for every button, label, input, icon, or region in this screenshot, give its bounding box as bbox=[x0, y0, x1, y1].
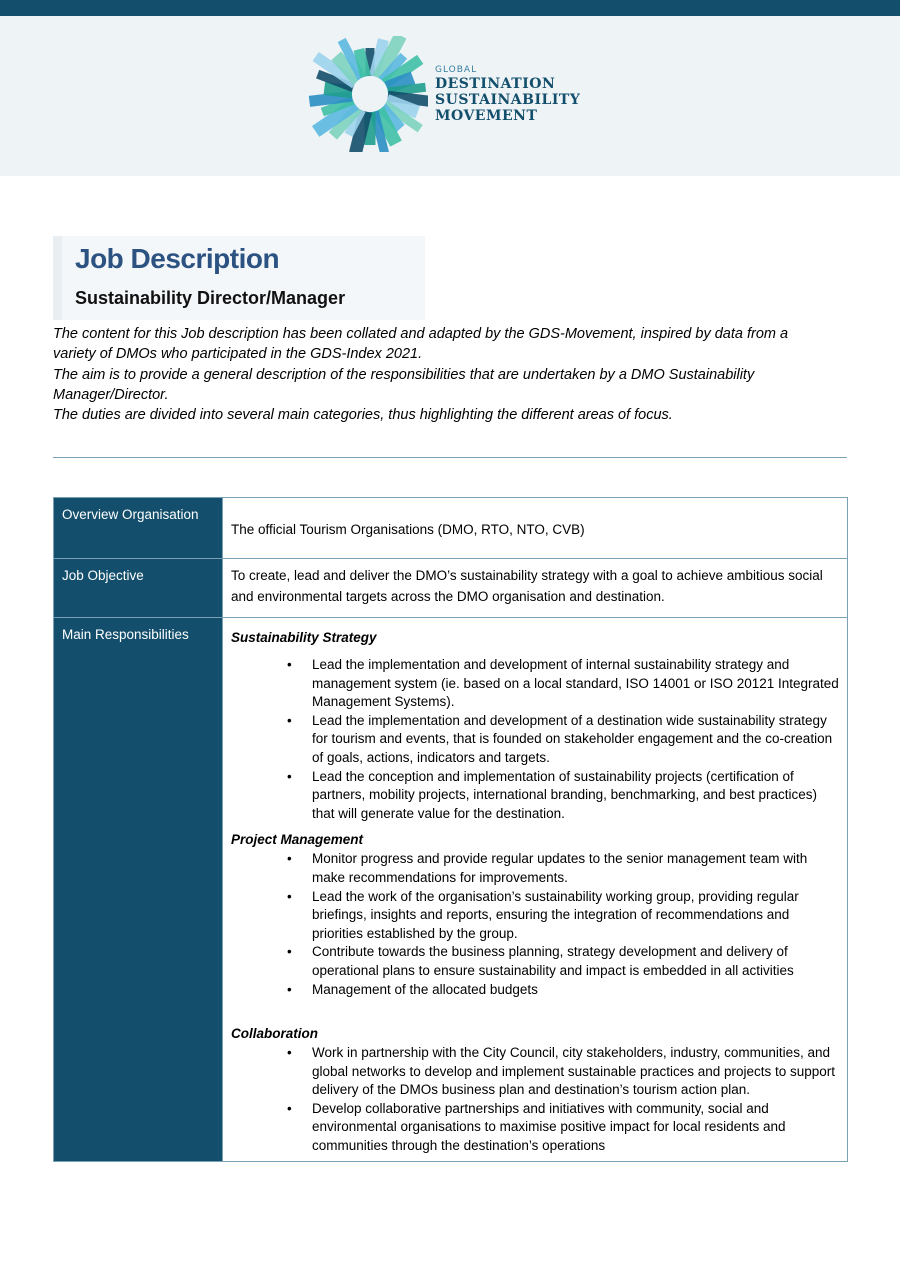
sunburst-logo-icon bbox=[308, 36, 428, 152]
intro-paragraph-3: The duties are divided into several main categories, thus highlighting the different areas of focus. bbox=[53, 407, 673, 424]
logo bbox=[308, 36, 588, 152]
table-row-objective bbox=[54, 559, 848, 618]
job-description-table bbox=[53, 497, 848, 1162]
collaboration-list bbox=[231, 1044, 839, 1156]
intro-text bbox=[53, 324, 793, 425]
section-title-project-management: Project Management bbox=[231, 832, 364, 848]
list-item: • Management of the allocated budgets bbox=[312, 981, 839, 1000]
table-row-responsibilities bbox=[54, 618, 848, 1162]
logo-center bbox=[353, 77, 387, 111]
list-item: • Develop collaborative partnerships and initiatives with community, social and environmental organisations to maximise positive impact for local residents and communities through the destination’s operations bbox=[312, 1100, 839, 1156]
project-management-list bbox=[231, 850, 839, 999]
responsibilities-label: Main Responsibilities bbox=[54, 618, 223, 1162]
overview-label: Overview Organisation bbox=[54, 498, 223, 559]
intro-paragraph-2: The aim is to provide a general description of the responsibilities that are undertaken by a DMO Sustainability Manager/Director. bbox=[53, 366, 755, 403]
objective-label: Job Objective bbox=[54, 559, 223, 618]
intro-paragraph-1: The content for this Job description has been collated and adapted by the GDS-Movement, inspired by data from a variety of DMOs who participated in the GDS-Index 2021. bbox=[53, 326, 789, 363]
page-title: Job Description bbox=[75, 243, 280, 274]
list-item: • Lead the implementation and development of internal sustainability strategy and management system (ie. based on a local standard, ISO 14001 or ISO 20121 Integrated Management Systems). bbox=[312, 656, 839, 712]
top-accent-bar bbox=[0, 0, 900, 16]
list-item: • Monitor progress and provide regular updates to the senior management team with make recommendations for improvements. bbox=[312, 850, 839, 887]
page-subtitle: Sustainability Director/Manager bbox=[75, 288, 346, 308]
list-item: • Lead the conception and implementation of sustainability projects (certification of partners, mobility projects, international branding, benchmarking, and best practices) that will generate value for the destination. bbox=[312, 768, 839, 824]
table-row-overview bbox=[54, 498, 848, 559]
logo-line-movement: MOVEMENT bbox=[435, 108, 538, 124]
list-item: • Contribute towards the business planning, strategy development and delivery of operational plans to ensure sustainability and impact is embedded in all activities bbox=[312, 943, 839, 980]
section-title-collaboration: Collaboration bbox=[231, 1026, 318, 1042]
objective-value: To create, lead and deliver the DMO’s sustainability strategy with a goal to achieve ambitious social and environmental targets across the DMO organisation and destination. bbox=[223, 559, 848, 618]
list-item: • Lead the work of the organisation’s sustainability working group, providing regular briefings, insights and reports, ensuring the integration of recommendations and priorities established by the group. bbox=[312, 888, 839, 944]
logo-wordmark bbox=[435, 65, 580, 124]
logo-line-destination: DESTINATION bbox=[435, 76, 556, 92]
list-item: • Lead the implementation and development of a destination wide sustainability strategy for tourism and events, that is founded on stakeholder engagement and the co-creation of goals, actions, indicators and targets. bbox=[312, 712, 839, 768]
section-title-strategy: Sustainability Strategy bbox=[231, 630, 377, 645]
overview-value: The official Tourism Organisations (DMO, RTO, NTO, CVB) bbox=[223, 498, 848, 559]
logo-line-sustainability: SUSTAINABILITY bbox=[435, 92, 581, 108]
list-item: • Work in partnership with the City Council, city stakeholders, industry, communities, and global networks to develop and implement sustainable practices and projects to support delivery of the DMOs business plan and destination’s tourism action plan. bbox=[312, 1044, 839, 1100]
responsibilities-value bbox=[223, 618, 848, 1162]
logo-line-global: GLOBAL bbox=[435, 65, 478, 75]
strategy-list bbox=[231, 656, 839, 823]
section-divider bbox=[53, 457, 847, 458]
